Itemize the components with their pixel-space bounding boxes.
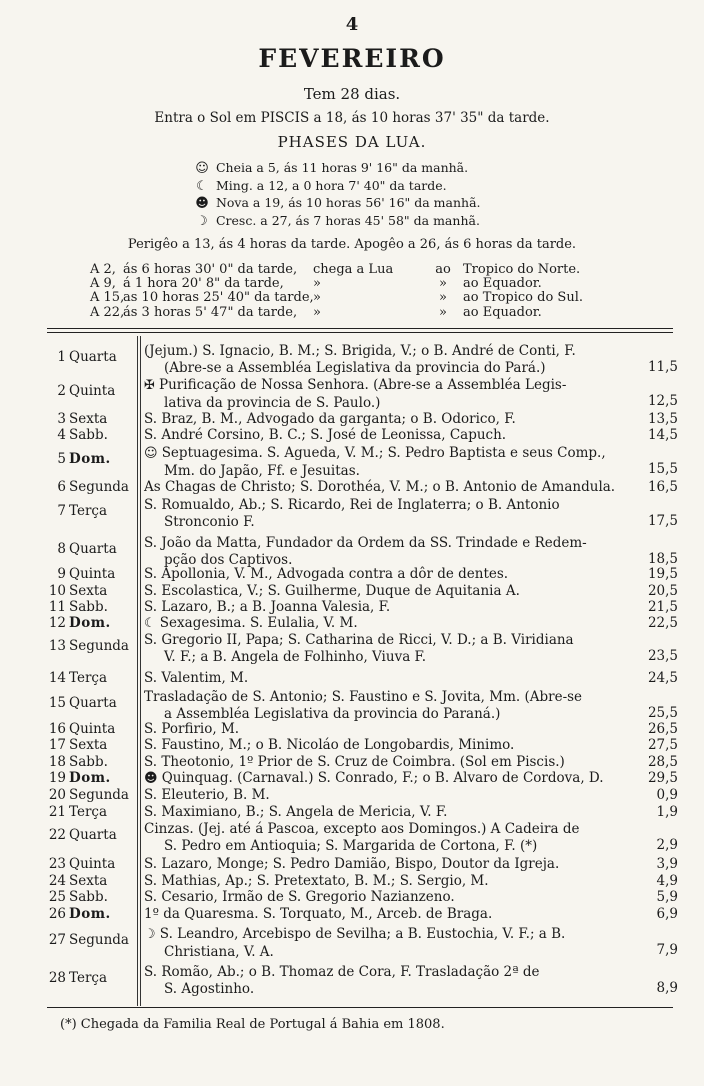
day-number: 22 xyxy=(48,827,66,843)
weekday: Sexta xyxy=(69,411,108,427)
moon-phase-row xyxy=(192,195,481,211)
moon-position-prep: » xyxy=(439,305,447,320)
entry-line-continued: (Abre-se a Assembléa Legislativa da provincia do Pará.) xyxy=(164,359,546,376)
weekday: Dom. xyxy=(69,615,111,631)
entry-line: 1º da Quaresma. S. Torquato, M., Arceb. de Braga. xyxy=(144,906,493,922)
calendar-day xyxy=(40,541,136,557)
calendar-day xyxy=(40,932,136,948)
moon-age-value: 1,9 xyxy=(656,804,678,820)
day-entry xyxy=(144,856,634,873)
day-entry xyxy=(144,906,634,923)
day-entry xyxy=(144,599,634,616)
entry-line: Quinquag. (Carnaval.) S. Conrado, F.; o B. Alvaro de Cordova, D. xyxy=(161,770,604,786)
entry-line-continued: lativa da provincia de S. Paulo.) xyxy=(164,394,381,411)
calendar-day xyxy=(40,856,136,872)
moon-age-value: 24,5 xyxy=(647,670,678,686)
day-number: 14 xyxy=(48,670,66,686)
weekday: Terça xyxy=(69,804,108,820)
day-number: 27 xyxy=(48,932,66,948)
moon-position-prep: » xyxy=(439,290,447,305)
weekday: Terça xyxy=(69,670,108,686)
entry-line: Trasladação de S. Antonio; S. Faustino e S. Jovita, Mm. (Abre-se xyxy=(144,689,583,705)
day-number: 9 xyxy=(57,566,66,582)
day-entry xyxy=(144,411,634,428)
moon-age-value: 3,9 xyxy=(656,856,678,872)
day-number: 12 xyxy=(48,615,66,631)
entry-line: S. Cesario, Irmão de S. Gregorio Nazianzeno. xyxy=(144,889,455,905)
entry-line: S. Braz, B. M., Advogado da garganta; o B. Odorico, F. xyxy=(144,411,516,427)
moon-age-value: 6,9 xyxy=(656,906,678,922)
moon-position-date: A 2, xyxy=(90,262,116,277)
moon-position-row xyxy=(90,262,580,277)
weekday: Segunda xyxy=(69,787,129,803)
moon-age-value: 21,5 xyxy=(647,599,678,615)
waning-moon-icon: ☾ xyxy=(196,179,208,194)
entry-line-continued: pção dos Captivos. xyxy=(164,551,293,568)
moon-age-value: 16,5 xyxy=(647,479,678,495)
day-number: 6 xyxy=(57,479,66,495)
day-number: 13 xyxy=(48,638,66,654)
entry-line-continued: S. Agostinho. xyxy=(164,980,255,997)
sun-entry: Entra o Sol em PISCIS a 18, ás 10 horas 37' 35" da tarde. xyxy=(154,110,550,126)
moon-age-value: 19,5 xyxy=(647,566,678,582)
moon-age-value: 27,5 xyxy=(647,737,678,753)
weekday: Terça xyxy=(69,970,108,986)
entry-line: Sexagesima. S. Eulalia, V. M. xyxy=(159,615,358,631)
entry-line: S. Theotonio, 1º Prior de S. Cruz de Coimbra. (Sol em Piscis.) xyxy=(144,754,565,770)
weekday: Dom. xyxy=(69,906,111,922)
table-top-rule-thin xyxy=(47,332,673,333)
calendar-day xyxy=(40,889,136,905)
entry-symbol-icon: ☺ xyxy=(144,446,162,461)
calendar-day xyxy=(40,615,136,631)
moon-position-verb: » xyxy=(313,305,321,320)
weekday: Sexta xyxy=(69,873,108,889)
moon-position-time: ás 3 horas 5' 47" da tarde, xyxy=(123,305,298,320)
weekday: Quinta xyxy=(69,383,116,399)
weekday: Quarta xyxy=(69,541,117,557)
calendar-day xyxy=(40,503,136,519)
moon-position-date: A 9, xyxy=(90,276,116,291)
days-count: Tem 28 dias. xyxy=(303,85,401,103)
weekday: Terça xyxy=(69,503,108,519)
calendar-day xyxy=(40,566,136,582)
calendar-day xyxy=(40,721,136,737)
day-number: 28 xyxy=(48,970,66,986)
entry-line: S. Maximiano, B.; S. Angela de Mericia, V. F. xyxy=(144,804,448,820)
moon-age-value: 15,5 xyxy=(647,461,678,477)
day-entry xyxy=(144,737,634,754)
moon-position-verb: » xyxy=(313,276,321,291)
calendar-day xyxy=(40,770,136,786)
moon-position-place: Tropico do Norte. xyxy=(463,262,581,277)
day-entry xyxy=(144,343,634,376)
moon-position-time: á 1 hora 20' 8" da tarde, xyxy=(123,276,284,291)
entry-line: Septuagesima. S. Agueda, V. M.; S. Pedro Baptista e seus Comp., xyxy=(161,445,606,461)
day-number: 23 xyxy=(48,856,66,872)
day-number: 24 xyxy=(48,873,66,889)
moon-phase-row xyxy=(192,213,480,229)
entry-line: S. Eleuterio, B. M. xyxy=(144,787,270,803)
entry-line: As Chagas de Christo; S. Dorothéa, V. M.; o B. Antonio de Amandula. xyxy=(144,479,616,495)
moon-position-row xyxy=(90,290,583,305)
day-entry xyxy=(144,566,634,583)
weekday: Quinta xyxy=(69,856,116,872)
day-entry xyxy=(144,479,634,496)
moon-age-value: 12,5 xyxy=(647,393,678,409)
day-number: 3 xyxy=(57,411,66,427)
moon-age-value: 17,5 xyxy=(647,513,678,529)
entry-line: S. Romualdo, Ab.; S. Ricardo, Rei de Inglaterra; o B. Antonio xyxy=(144,497,560,513)
footnote: (*) Chegada da Familia Real de Portugal á Bahia em 1808. xyxy=(60,1017,445,1032)
day-entry xyxy=(144,689,634,722)
entry-line: S. Escolastica, V.; S. Guilherme, Duque de Aquitania A. xyxy=(144,583,520,599)
day-number: 4 xyxy=(57,427,66,443)
calendar-day xyxy=(40,873,136,889)
moon-position-time: ás 6 horas 30' 0" da tarde, xyxy=(123,262,298,277)
moon-position-verb: chega a Lua xyxy=(313,262,394,277)
day-entry xyxy=(144,804,634,821)
entry-symbol-icon: ☽ xyxy=(144,927,160,942)
weekday: Sabb. xyxy=(69,889,108,905)
day-entry xyxy=(144,754,634,771)
calendar-day xyxy=(40,451,136,467)
perigee-apogee: Perigêo a 13, ás 4 horas da tarde. Apogêo a 26, ás 6 horas da tarde. xyxy=(127,237,577,252)
weekday: Sabb. xyxy=(69,754,108,770)
day-number: 20 xyxy=(48,787,66,803)
moon-age-value: 20,5 xyxy=(647,583,678,599)
weekday: Dom. xyxy=(69,770,111,786)
entry-line: Cinzas. (Jej. até á Pascoa, excepto aos Domingos.) A Cadeira de xyxy=(144,821,580,837)
entry-line: S. Gregorio II, Papa; S. Catharina de Ricci, V. D.; a B. Viridiana xyxy=(144,632,574,648)
day-number: 21 xyxy=(48,804,66,820)
day-entry xyxy=(144,535,634,568)
moon-age-value: 0,9 xyxy=(656,787,678,803)
entry-line-continued: Mm. do Japão, Ff. e Jesuitas. xyxy=(164,462,360,479)
weekday: Quarta xyxy=(69,695,117,711)
entry-symbol-icon: ☾ xyxy=(144,616,160,631)
entry-line: S. Leandro, Arcebispo de Sevilha; a B. Eustochia, V. F.; a B. xyxy=(159,926,566,942)
day-entry xyxy=(144,377,634,411)
day-entry xyxy=(144,615,634,633)
entry-line: Purificação de Nossa Senhora. (Abre-se a Assembléa Legis- xyxy=(159,377,567,393)
day-number: 8 xyxy=(57,541,66,557)
entry-symbol-icon: ✠ xyxy=(144,378,160,393)
moon-position-place: ao Equador. xyxy=(463,276,542,291)
entry-line: S. Romão, Ab.; o B. Thomaz de Cora, F. Trasladação 2ª de xyxy=(144,964,540,980)
calendar-day xyxy=(40,349,136,365)
entry-line-continued: a Assembléa Legislativa da provincia do Paraná.) xyxy=(164,705,501,722)
moon-position-prep: ao xyxy=(435,262,451,277)
calendar-day xyxy=(40,970,136,986)
entry-line-continued: S. Pedro em Antioquia; S. Margarida de Cortona, F. (*) xyxy=(164,837,538,854)
day-number: 11 xyxy=(48,599,66,615)
day-number: 5 xyxy=(57,451,66,467)
moon-age-value: 23,5 xyxy=(647,648,678,664)
day-number: 18 xyxy=(48,754,66,770)
moon-position-row xyxy=(90,305,542,320)
day-entry xyxy=(144,926,634,960)
moon-position-date: A 15, xyxy=(90,290,125,305)
entry-line: (Jejum.) S. Ignacio, B. M.; S. Brigida, V.; o B. André de Conti, F. xyxy=(144,343,576,359)
weekday: Segunda xyxy=(69,932,129,948)
weekday: Quinta xyxy=(69,721,116,737)
weekday: Quinta xyxy=(69,566,116,582)
phases-title: PHASES DA LUA. xyxy=(277,133,427,151)
day-number: 25 xyxy=(48,889,66,905)
moon-age-value: 22,5 xyxy=(647,615,678,631)
calendar-day xyxy=(40,411,136,427)
day-entry xyxy=(144,787,634,804)
moon-age-value: 7,9 xyxy=(656,942,678,958)
day-number: 15 xyxy=(48,695,66,711)
full-moon-icon: ☺ xyxy=(195,161,209,176)
entry-line-continued: V. F.; a B. Angela de Folhinho, Viuva F. xyxy=(164,648,427,665)
weekday: Sexta xyxy=(69,583,108,599)
calendar-day xyxy=(40,383,136,399)
entry-line: S. André Corsino, B. C.; S. José de Leonissa, Capuch. xyxy=(144,427,507,443)
moon-age-value: 4,9 xyxy=(656,873,678,889)
day-entry xyxy=(144,497,634,530)
day-entry xyxy=(144,445,634,479)
moon-phase-text: Ming. a 12, a 0 hora 7' 40" da tarde. xyxy=(212,178,447,193)
entry-symbol-icon: ☻ xyxy=(144,771,162,786)
new-moon-icon: ☻ xyxy=(195,196,209,211)
day-entry xyxy=(144,632,634,665)
moon-phase-text: Nova a 19, ás 10 horas 56' 16" da manhã. xyxy=(212,195,481,210)
moon-age-value: 29,5 xyxy=(647,770,678,786)
column-divider xyxy=(137,336,138,1006)
day-entry xyxy=(144,821,634,854)
day-number: 16 xyxy=(48,721,66,737)
calendar-day xyxy=(40,787,136,803)
weekday: Quarta xyxy=(69,349,117,365)
day-number: 2 xyxy=(57,383,66,399)
moon-age-value: 26,5 xyxy=(647,721,678,737)
day-entry xyxy=(144,770,634,788)
entry-line: S. Mathias, Ap.; S. Pretextato, B. M.; S. Sergio, M. xyxy=(144,873,489,889)
calendar-day xyxy=(40,737,136,753)
moon-phase-row xyxy=(192,160,468,176)
day-entry xyxy=(144,721,634,738)
table-top-rule xyxy=(47,328,673,329)
table-bottom-rule xyxy=(47,1007,673,1008)
moon-position-prep: » xyxy=(439,276,447,291)
calendar-day xyxy=(40,754,136,770)
entry-line: S. Faustino, M.; o B. Nicoláo de Longobardis, Minimo. xyxy=(144,737,515,753)
calendar-day xyxy=(40,695,136,711)
moon-phase-text: Cresc. a 27, ás 7 horas 45' 58" da manhã. xyxy=(212,213,480,228)
entry-line: S. Valentim, M. xyxy=(144,670,249,686)
moon-age-value: 8,9 xyxy=(656,980,678,996)
moon-position-date: A 22, xyxy=(90,305,125,320)
moon-position-place: ao Equador. xyxy=(463,305,542,320)
month-title: FEVEREIRO xyxy=(258,44,446,73)
entry-line-continued: Christiana, V. A. xyxy=(164,943,274,960)
calendar-day xyxy=(40,479,136,495)
entry-line: S. Apollonia, V. M., Advogada contra a dôr de dentes. xyxy=(144,566,509,582)
weekday: Sexta xyxy=(69,737,108,753)
page-number: 4 xyxy=(345,14,359,35)
calendar-day xyxy=(40,583,136,599)
moon-phase-row xyxy=(192,178,447,194)
day-number: 26 xyxy=(48,906,66,922)
weekday: Quarta xyxy=(69,827,117,843)
moon-age-value: 5,9 xyxy=(656,889,678,905)
day-entry xyxy=(144,873,634,890)
moon-position-row xyxy=(90,276,542,291)
calendar-day xyxy=(40,827,136,843)
weekday: Segunda xyxy=(69,638,129,654)
weekday: Sabb. xyxy=(69,427,108,443)
day-entry xyxy=(144,427,634,444)
entry-line-continued: Stronconio F. xyxy=(164,513,255,530)
moon-position-verb: » xyxy=(313,290,321,305)
moon-age-value: 2,9 xyxy=(656,837,678,853)
calendar-day xyxy=(40,670,136,686)
entry-line: S. Porfirio, M. xyxy=(144,721,240,737)
weekday: Segunda xyxy=(69,479,129,495)
entry-line: S. Lazaro, Monge; S. Pedro Damião, Bispo, Doutor da Igreja. xyxy=(144,856,560,872)
calendar-day xyxy=(40,906,136,922)
entry-line: S. João da Matta, Fundador da Ordem da SS. Trindade e Redem- xyxy=(144,535,587,551)
day-entry xyxy=(144,670,634,687)
moon-position-time: as 10 horas 25' 40" da tarde, xyxy=(123,290,314,305)
weekday: Sabb. xyxy=(69,599,108,615)
day-number: 17 xyxy=(48,737,66,753)
calendar-day xyxy=(40,638,136,654)
day-entry xyxy=(144,583,634,600)
day-entry xyxy=(144,889,634,906)
day-number: 1 xyxy=(57,349,66,365)
calendar-day xyxy=(40,804,136,820)
day-entry xyxy=(144,964,634,997)
moon-age-value: 11,5 xyxy=(647,359,678,375)
column-divider-inner xyxy=(140,336,141,1006)
calendar-day xyxy=(40,599,136,615)
moon-age-value: 14,5 xyxy=(647,427,678,443)
calendar-day xyxy=(40,427,136,443)
moon-position-place: ao Tropico do Sul. xyxy=(463,290,583,305)
day-number: 19 xyxy=(48,770,66,786)
moon-age-value: 25,5 xyxy=(647,705,678,721)
day-number: 7 xyxy=(57,503,66,519)
moon-age-value: 28,5 xyxy=(647,754,678,770)
waxing-moon-icon: ☽ xyxy=(196,214,208,229)
moon-phase-text: Cheia a 5, ás 11 horas 9' 16" da manhã. xyxy=(212,160,469,175)
moon-age-value: 13,5 xyxy=(647,411,678,427)
entry-line: S. Lazaro, B.; a B. Joanna Valesia, F. xyxy=(144,599,391,615)
weekday: Dom. xyxy=(69,451,111,467)
moon-age-value: 18,5 xyxy=(647,551,678,567)
day-number: 10 xyxy=(48,583,66,599)
